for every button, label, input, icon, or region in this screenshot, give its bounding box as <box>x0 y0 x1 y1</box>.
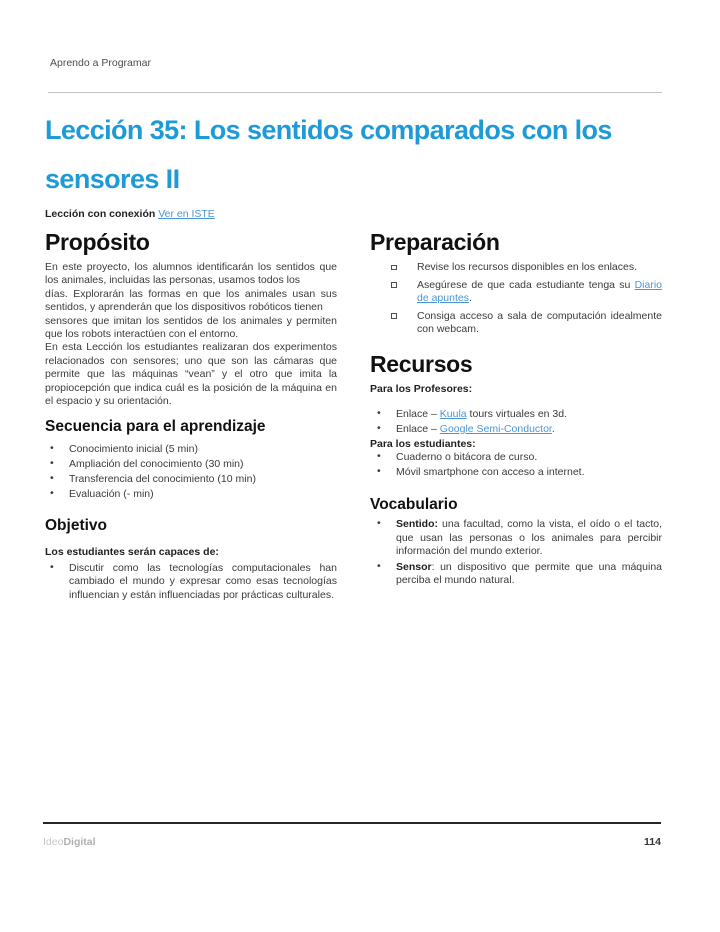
preparacion-checklist <box>370 261 662 337</box>
vocabulario-list <box>370 518 662 587</box>
list-item: • Cuaderno o bitácora de curso. <box>370 451 662 464</box>
list-item: • Conocimiento inicial (5 min) <box>45 443 337 456</box>
resource-text: Enlace – <box>396 407 440 420</box>
objetivo-heading: Objetivo <box>45 516 108 534</box>
lesson-title-line1: Lección 35: Los sentidos comparados con los <box>45 115 612 145</box>
lesson-title-line2: sensores II <box>45 164 180 194</box>
checklist-text: . <box>468 292 472 304</box>
checklist-text: Revise los recursos disponibles en los enlaces. <box>417 261 638 273</box>
preparacion-heading: Preparación <box>370 229 500 255</box>
list-item: • Ampliación del conocimiento (30 min) <box>45 458 337 471</box>
vocab-term: Sensor <box>396 560 432 573</box>
lesson-title <box>45 106 662 204</box>
brand-light: Ideo <box>43 836 64 848</box>
recursos-profesores-label: Para los Profesores: <box>370 382 473 395</box>
resource-text: Enlace – <box>396 422 440 435</box>
list-item: • Discutir como las tecnologías computacionales han cambiado el mundo y expresar como esas tecnologías influencian y están influenciadas por prácticas culturales. <box>45 562 337 602</box>
objetivo-list <box>45 562 337 602</box>
recursos-profesores-list <box>370 408 662 436</box>
page-header-text: Aprendo a Programar <box>50 57 151 69</box>
proposito-heading: Propósito <box>45 229 150 255</box>
resource-text: tours virtuales en 3d. <box>466 407 568 420</box>
recursos-estudiantes-label: Para los estudiantes: <box>370 437 476 450</box>
secuencia-heading: Secuencia para el aprendizaje <box>45 418 266 436</box>
checklist-text: Asegúrese de que cada estudiante tenga su <box>417 278 635 291</box>
objetivo-intro: Los estudiantes serán capaces de: <box>45 545 219 558</box>
secuencia-list <box>45 443 337 501</box>
vocab-definition: una facultad, como la vista, el oído o el tacto, que usan las personas o los animales para percibir información del mundo exterior. <box>396 518 662 558</box>
google-semiconductor-link[interactable]: Google Semi-Conductor <box>439 422 552 435</box>
list-item <box>370 408 662 421</box>
checklist-item <box>370 261 662 275</box>
iste-link[interactable]: Ver en ISTE <box>158 208 215 220</box>
connection-label: Lección con conexión <box>45 208 156 220</box>
proposito-paragraph: días. Explorarán las formas en que los animales usan sus sentidos, y aprenderán que los dispositivos robóticos tienen <box>45 287 337 314</box>
vocab-item <box>370 518 662 558</box>
left-column <box>45 229 337 604</box>
recursos-estudiantes-list <box>370 451 662 479</box>
proposito-paragraph: En este proyecto, los alumnos identificarán los sentidos que los animales, incluidas las personas, usamos todos los <box>45 261 337 287</box>
resource-text: . <box>551 422 555 435</box>
page-footer <box>43 822 661 848</box>
vocab-definition: : un dispositivo que permite que una máquina perciba el mundo natural. <box>396 560 662 587</box>
right-column <box>370 229 662 604</box>
vocab-item <box>370 561 662 588</box>
vocab-term: Sentido: <box>396 518 438 531</box>
checklist-item <box>370 279 662 306</box>
lesson-connection <box>45 208 662 220</box>
header-divider <box>48 92 662 93</box>
page-number: 114 <box>644 836 661 848</box>
vocabulario-heading: Vocabulario <box>370 496 458 514</box>
list-item <box>370 423 662 436</box>
kuula-link[interactable]: Kuula <box>439 407 467 420</box>
list-item: • Evaluación (- min) <box>45 488 337 501</box>
list-item: • Transferencia del conocimiento (10 min) <box>45 473 337 486</box>
checklist-item <box>370 310 662 337</box>
recursos-heading: Recursos <box>370 350 473 377</box>
list-item: • Móvil smartphone con acceso a internet. <box>370 466 662 479</box>
ideodigital-logo <box>43 836 96 848</box>
checklist-text: Consiga acceso a sala de computación idealmente con webcam. <box>417 309 662 335</box>
proposito-paragraph: En esta Lección los estudiantes realizaran dos experimentos relacionados con sensores; uno que son las cámaras que permite que las máquinas “vean” y el otro que imita la propiocepción que indica cuál es la posición de la máquina en el espacio y su orientación. <box>45 341 337 408</box>
brand-bold: Digital <box>63 836 96 848</box>
two-column-body <box>45 229 662 604</box>
diario-apuntes-link[interactable]: Diario de apuntes <box>417 278 662 304</box>
proposito-paragraph: sensores que imitan los sentidos de los animales y permiten que los robots interactúen con el entorno. <box>45 314 337 341</box>
